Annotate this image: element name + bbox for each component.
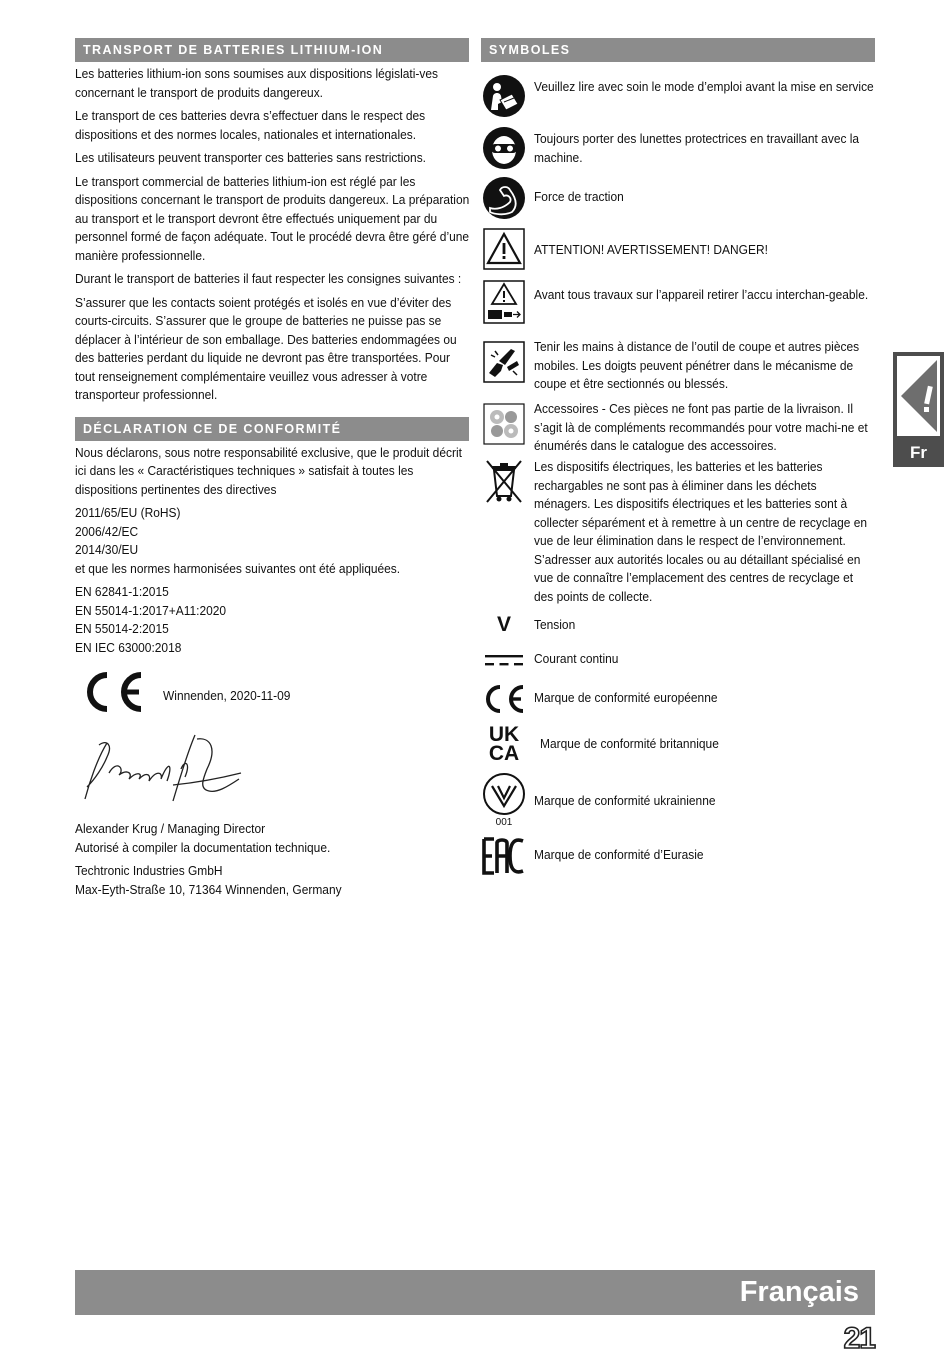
left-column (75, 38, 469, 899)
ce-date-row (75, 667, 469, 729)
standard-4: EN IEC 63000:2018 (75, 639, 182, 655)
transport-paragraph-1: Les batteries lithium-ion sons soumises aux dispositions législati-ves concernant le transport de produits dangereux. (75, 66, 438, 100)
symbol-text-read-manual: Veuillez lire avec soin le mode d’emploi avant la mise en service (534, 79, 874, 94)
warning-triangle-icon (483, 228, 525, 270)
declaration-paragraph: Nous déclarons, sous notre responsabilité exclusive, que le produit décrit ici dans les « Caractéristiques techniques » satisfait à toutes les dispositions pertinentes des directives (75, 444, 462, 497)
crossed-bin-icon (483, 458, 525, 504)
standards-intro: et que les normes harmonisées suivantes ont été appliquées. (75, 560, 401, 576)
authorized-text: Autorisé à compiler la documentation technique. (75, 839, 331, 855)
symbol-text-ua: Marque de conformité ukrainienne (534, 793, 716, 808)
company-address: Max-Eyth-Straße 10, 71364 Winnenden, Germany (75, 881, 342, 897)
transport-paragraph-6: S’assurer que les contacts soient protégés et isolés en vue d’éviter des courts-circuits. S’assurer que le groupe de batteries ne puisse pas se déplacer à l’intérieur de son emballage. Des batteries endommagées ou des batteries perdant du liquide ne devront pas être transportées. Pour tout renseignement complémentaire veuillez vous adresser à votre transporteur professionnel. (75, 294, 457, 402)
directive-3: 2014/30/EU (75, 542, 139, 557)
eac-mark-icon (482, 837, 526, 875)
signer-name: Alexander Krug / Managing Director (75, 821, 266, 836)
symbol-text-eac: Marque de conformité d’Eurasie (534, 847, 704, 862)
symbol-text-arm-force: Force de traction (534, 189, 624, 204)
accessories-icon (483, 403, 525, 445)
transport-paragraph-2: Le transport de ces batteries devra s’effectuer dans le respect des dispositions et des normes locales, nationales et internationales. (75, 108, 426, 142)
ukca-line-2: CA (488, 742, 520, 765)
symbol-text-goggles: Toujours porter des lunettes protectrices en travaillant avec la machine. (534, 131, 860, 165)
transport-paragraph-5: Durant le transport de batteries il faut respecter les consignes suivantes : (75, 271, 462, 286)
hand-cutter-icon (483, 341, 525, 383)
symbol-text-direct-current: Courant continu (534, 651, 619, 666)
symbol-text-accessories: Accessoires - Ces pièces ne font pas partie de la livraison. Il s’agit là de compléments recommandés pour votre machi-ne et énumérés dans le catalogue des accessoires. (534, 401, 868, 453)
ukca-mark-icon (481, 724, 527, 764)
directive-2: 2006/42/EC (75, 523, 139, 539)
symbol-text-ce: Marque de conformité européenne (534, 690, 718, 705)
page-number: 21 (843, 1322, 875, 1355)
goggles-icon (482, 126, 526, 170)
directive-1: 2011/65/EU (RoHS) (75, 505, 181, 520)
tab-warning-area (897, 356, 940, 436)
direct-current-icon (483, 652, 525, 668)
footer-language: Français (739, 1276, 859, 1308)
language-tab[interactable] (893, 352, 944, 467)
transport-heading: TRANSPORT DE BATTERIES LITHIUM-ION (75, 38, 469, 62)
symbol-text-crossed-bin: Les dispositifs électriques, les batteries et les batteries rechargables ne sont pas à éliminer dans les déchets ménagers. Les dispositifs électriques et les batteries sont à collecter séparément et à remettre à un centre de recyclage en vue de leur élimination dans le respect de l’environnement. S’adresser aux autorités locales ou au détaillant spécialisé en vue de connaître l’emplacement des centres de recyclage et des points de collecte. (534, 459, 868, 604)
standard-1: EN 62841-1:2015 (75, 584, 169, 599)
symbol-text-hand-cutter: Tenir les mains à distance de l’outil de coupe et autres pièces mobiles. Les doigts peuvent pénétrer dans le mécanisme de coupe et être sectionnés ou blessés. (534, 339, 860, 391)
transport-paragraph-4: Le transport commercial de batteries lithium-ion est réglé par les dispositions concernant le transport de produits dangereux. La préparation au transport et le transport devront être effectués uniquement par du personnel formé de façon adéquate. Tout le procédé devra être géré d’une manière professionnelle. (75, 173, 470, 263)
right-column (481, 38, 875, 862)
symbols-heading: SYMBOLES (481, 38, 875, 62)
signature-image (77, 729, 257, 814)
declaration-heading: DÉCLARATION CE DE CONFORMITÉ (75, 417, 469, 441)
symbol-text-remove-battery: Avant tous travaux sur l’appareil retirer l’accu interchan-geable. (534, 287, 869, 302)
voltage-icon: V (496, 613, 511, 636)
warning-triangle-icon (897, 356, 940, 436)
read-manual-icon (482, 74, 526, 118)
company-name: Techtronic Industries GmbH (75, 863, 223, 878)
standard-2: EN 55014-1:2017+A11:2020 (75, 602, 227, 618)
arm-force-icon (482, 176, 526, 220)
transport-paragraph-3: Les utilisateurs peuvent transporter ces batteries sans restrictions. (75, 150, 426, 165)
symbol-text-ukca: Marque de conformité britannique (540, 736, 719, 751)
footer-language-bar (75, 1270, 875, 1315)
tab-label: Fr (910, 443, 927, 462)
ua-mark-icon (482, 772, 526, 816)
symbol-text-warning: ATTENTION! AVERTISSEMENT! DANGER! (534, 242, 768, 257)
ce-mark-icon (79, 671, 145, 713)
standard-3: EN 55014-2:2015 (75, 621, 169, 636)
place-date: Winnenden, 2020-11-09 (163, 688, 291, 703)
ce-mark-icon (482, 684, 526, 714)
symbol-text-voltage: Tension (534, 617, 576, 632)
remove-battery-icon (483, 280, 525, 324)
ukca-line-1: UK (488, 723, 520, 746)
ua-mark-number: 001 (495, 817, 513, 828)
